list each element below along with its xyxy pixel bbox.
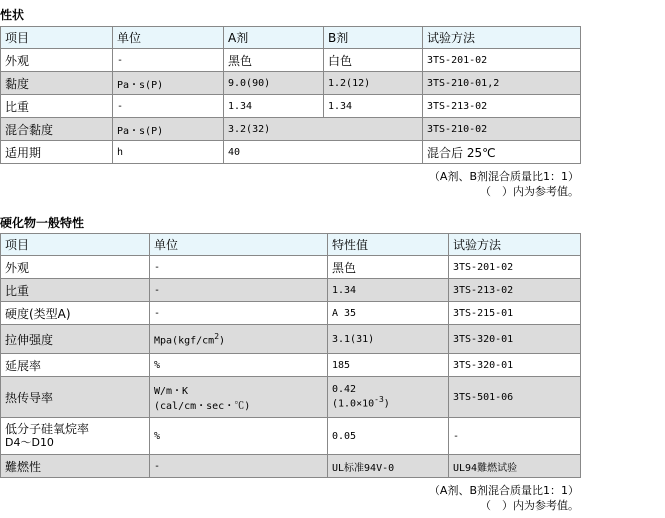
reference-note: （ ）内为参考值。 (480, 499, 579, 512)
cell-ab: 3.2(32) (224, 118, 423, 141)
cell-method: 3TS-501-06 (449, 377, 581, 418)
cured-properties-table (0, 233, 581, 478)
cell-method: 3TS-215-01 (449, 302, 581, 325)
cell-value: 0.05 (328, 418, 449, 455)
cell-value: UL标准94V-0 (328, 455, 449, 478)
cured-note (429, 483, 579, 513)
cell-unit: % (150, 418, 328, 455)
cell-method: UL94難燃试验 (449, 455, 581, 478)
cell-value: 0.42 $(1.0\times 10^{-3})$ (328, 377, 449, 418)
cell-b: 1.2(12) (324, 72, 423, 95)
cell-item: 比重 (1, 279, 150, 302)
cell-item: 低分子硅氧烷率 D4～D10 (1, 418, 150, 455)
cell-item: 外观 (1, 49, 113, 72)
cell-value: 3.1(31) (328, 325, 449, 354)
cell-item: 适用期 (1, 141, 113, 164)
header-unit: 单位 (113, 27, 224, 49)
cell-unit: % (150, 354, 328, 377)
cell-item: 難燃性 (1, 455, 150, 478)
section-title-properties: 性状 (0, 8, 25, 22)
table-header-row (1, 234, 581, 256)
cell-unit: - (150, 256, 328, 279)
cell-unit: Pa・s(P) (113, 72, 224, 95)
table-row (1, 49, 581, 72)
cell-method: 3TS-210-02 (423, 118, 581, 141)
cell-unit: - (150, 302, 328, 325)
cell-value: A 35 (328, 302, 449, 325)
table-row (1, 279, 581, 302)
header-method: 试验方法 (449, 234, 581, 256)
cell-method: 3TS-201-02 (423, 49, 581, 72)
table-row (1, 354, 581, 377)
cell-unit: W/m・K (cal/cm・sec・℃) (150, 377, 328, 418)
mix-ratio-note: （A剂、B剂混合质量比1：1） (428, 484, 579, 497)
cell-unit: h (113, 141, 224, 164)
cell-unit: - (113, 95, 224, 118)
section-title-cured: 硬化物一般特性 (0, 216, 85, 230)
mix-ratio-note: （A剂、B剂混合质量比1：1） (428, 170, 579, 183)
cell-a: 1.34 (224, 95, 324, 118)
cell-unit: $Mpa(kgf/cm^2)$ (150, 325, 328, 354)
table-row (1, 377, 581, 418)
cell-item: 拉伸强度 (1, 325, 150, 354)
cell-item: 混合黏度 (1, 118, 113, 141)
header-a: A剂 (224, 27, 324, 49)
cell-item: 延展率 (1, 354, 150, 377)
cell-item: 外观 (1, 256, 150, 279)
header-item: 项目 (1, 234, 150, 256)
cell-method: 3TS-320-01 (449, 354, 581, 377)
cell-method: 3TS-213-02 (423, 95, 581, 118)
cell-value: 185 (328, 354, 449, 377)
table-row (1, 72, 581, 95)
header-b: B剂 (324, 27, 423, 49)
cell-unit: Pa・s(P) (113, 118, 224, 141)
table-row (1, 256, 581, 279)
table-row (1, 141, 581, 164)
header-method: 试验方法 (423, 27, 581, 49)
table-header-row (1, 27, 581, 49)
cell-method: 3TS-213-02 (449, 279, 581, 302)
properties-note (429, 169, 579, 199)
table-row (1, 418, 581, 455)
cell-a: 9.0(90) (224, 72, 324, 95)
table-row (1, 325, 581, 354)
cell-unit: - (113, 49, 224, 72)
cell-method: 3TS-320-01 (449, 325, 581, 354)
cell-item: 硬度(类型A) (1, 302, 150, 325)
properties-table (0, 26, 581, 164)
cell-item: 黏度 (1, 72, 113, 95)
cell-method: 混合后 25℃ (423, 141, 581, 164)
header-item: 项目 (1, 27, 113, 49)
table-row (1, 95, 581, 118)
cell-value: 1.34 (328, 279, 449, 302)
reference-note: （ ）内为参考值。 (480, 185, 579, 198)
header-value: 特性值 (328, 234, 449, 256)
table-row (1, 455, 581, 478)
cell-value: 黑色 (328, 256, 449, 279)
cell-ab: 40 (224, 141, 423, 164)
cell-b: 白色 (324, 49, 423, 72)
cell-unit: - (150, 455, 328, 478)
cell-item: 热传导率 (1, 377, 150, 418)
header-unit: 单位 (150, 234, 328, 256)
cell-method: 3TS-210-01,2 (423, 72, 581, 95)
cell-method: - (449, 418, 581, 455)
cell-a: 黑色 (224, 49, 324, 72)
cell-b: 1.34 (324, 95, 423, 118)
cell-unit: - (150, 279, 328, 302)
table-row (1, 302, 581, 325)
cell-item: 比重 (1, 95, 113, 118)
cell-method: 3TS-201-02 (449, 256, 581, 279)
table-row (1, 118, 581, 141)
